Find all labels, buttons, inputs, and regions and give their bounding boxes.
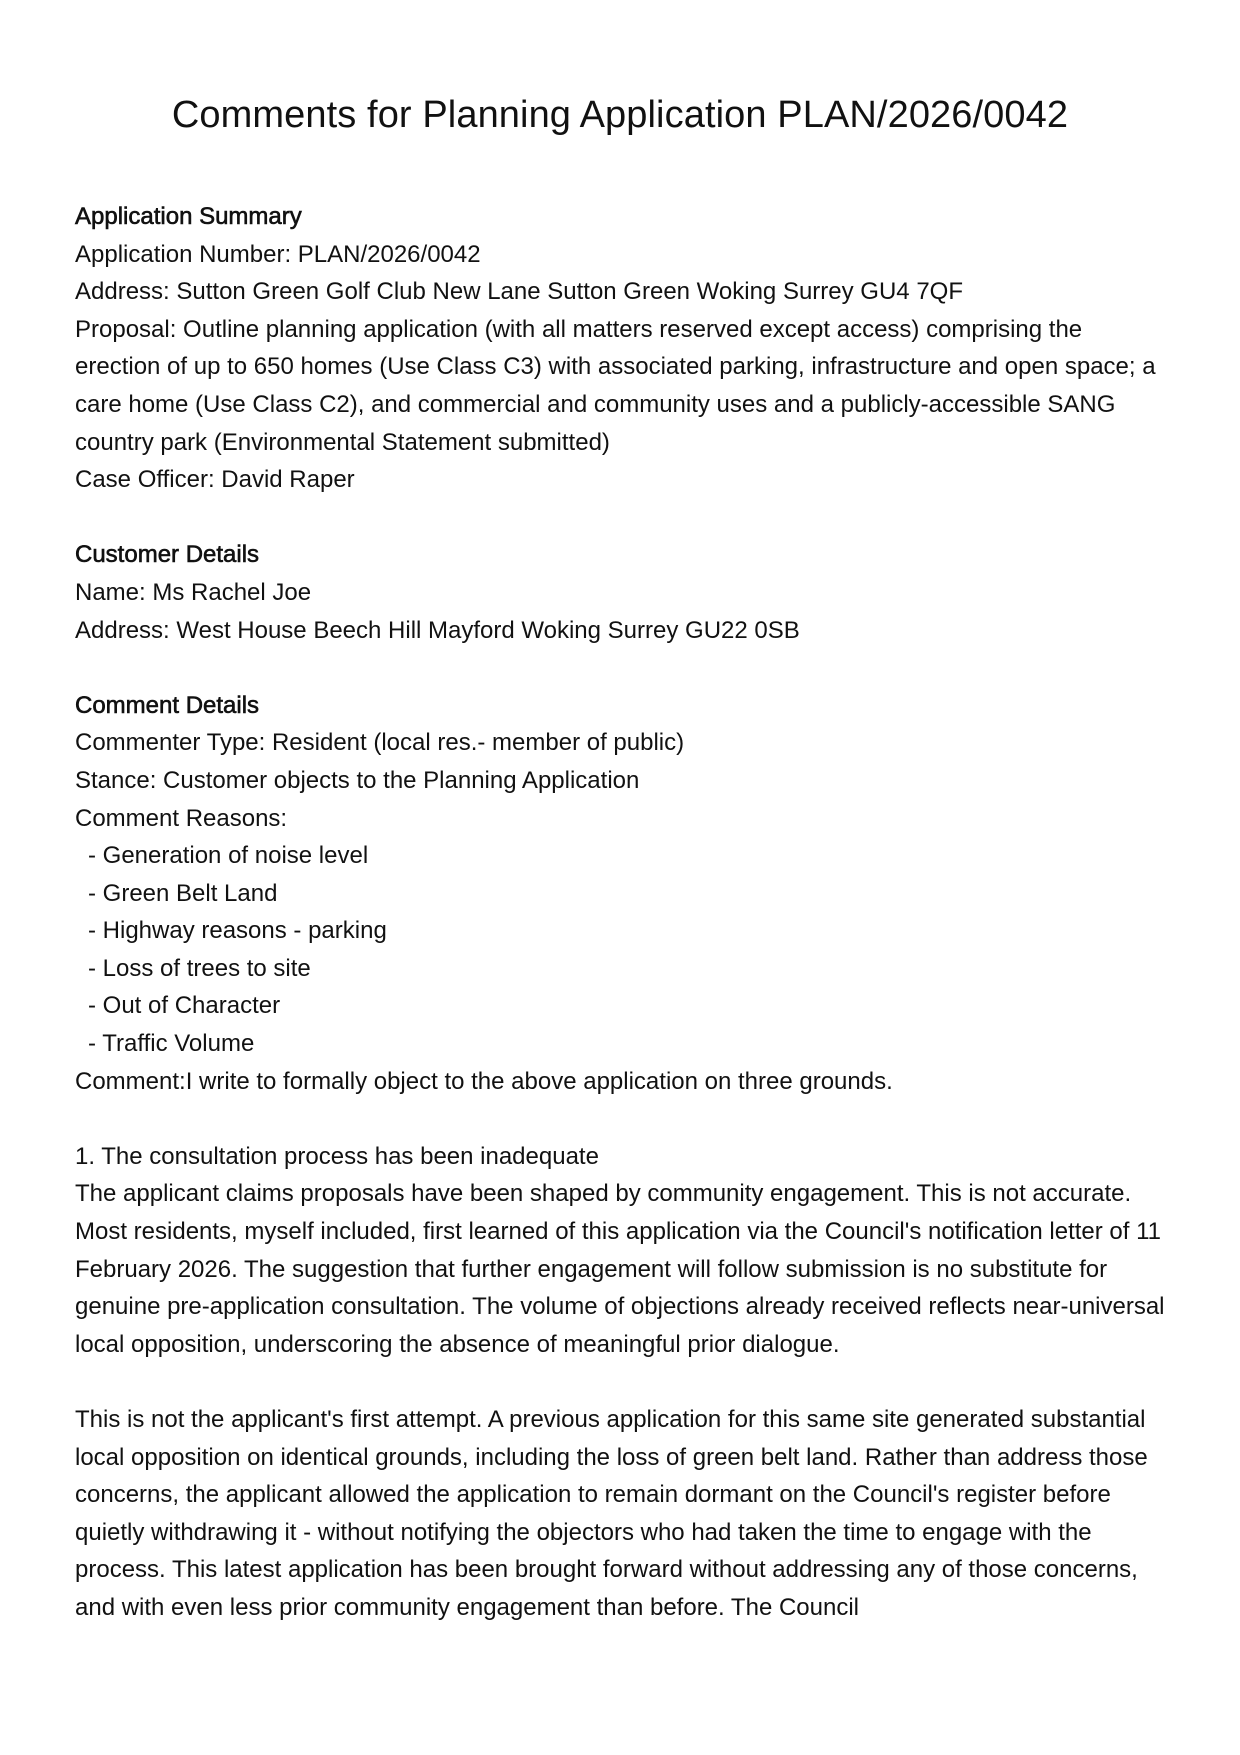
comment-reasons-label: Comment Reasons: [75,804,288,832]
commenter-type: Commenter Type: Resident (local res.- member of public) [75,729,685,757]
list-item: - Out of Character [88,992,281,1020]
point1-paragraph: The applicant claims proposals have been shaped by community engagement. This is not accurate. Most residents, myself included, first learned of this application via the Council's notification letter of 11 February 2026. The suggestion that further engagement will follow submission is no substitute for genuine pre-application consultation. The volume of objections already received reflects near-universal local opposition, underscoring the absence of meaningful prior dialogue. [75,1180,1165,1358]
list-item: - Highway reasons - parking [88,917,387,945]
application-summary-heading: Application Summary [75,203,302,230]
point1-heading: 1. The consultation process has been inadequate [75,1142,599,1170]
customer-details-heading: Customer Details [75,541,260,569]
customer-address: Address: West House Beech Hill Mayford Woking Surrey GU22 0SB [75,616,800,644]
spacer [75,1100,1170,1138]
document-body [75,198,1170,1627]
case-officer: Case Officer: David Raper [75,466,355,494]
comment-details-heading: Comment Details [75,691,260,719]
application-number: Application Number: PLAN/2026/0042 [75,240,481,268]
point1-paragraph-2: This is not the applicant's first attempt. A previous application for this same site generated substantial local opposition on identical grounds, including the loss of green belt land. Rather than address those concerns, the applicant allowed the application to remain dormant on the Council's register before quietly withdrawing it - without notifying the objectors who had taken the time to engage with the process. This latest application has been brought forward without addressing any of those concerns, and with even less prior community engagement than before. The Council [75,1406,1148,1621]
list-item: - Loss of trees to site [88,954,311,982]
application-address: Address: Sutton Green Golf Club New Lane Sutton Green Woking Surrey GU4 7QF [75,278,963,306]
spacer [75,499,1170,537]
application-summary-section [75,198,1170,499]
list-item: - Generation of noise level [88,842,369,870]
comment-intro: Comment:I write to formally object to the above application on three grounds. [75,1067,893,1095]
customer-name: Name: Ms Rachel Joe [75,578,312,606]
comment-reasons-list [75,837,1170,1063]
spacer [75,649,1170,687]
list-item: - Traffic Volume [88,1030,255,1058]
spacer [75,1363,1170,1401]
customer-details-section [75,536,1170,649]
application-proposal: Proposal: Outline planning application (with all matters reserved except access) comprising the erection of up to 650 homes (Use Class C3) with associated parking, infrastructure and open space; a care home (Use Class C2), and commercial and community uses and a publicly-accessible SANG country park (Environmental Statement submitted) [75,315,1156,456]
comment-details-section [75,687,1170,1627]
stance: Stance: Customer objects to the Planning Application [75,766,640,794]
page-title: Comments for Planning Application PLAN/2026/0042 [171,94,1069,136]
list-item: - Green Belt Land [88,879,278,907]
